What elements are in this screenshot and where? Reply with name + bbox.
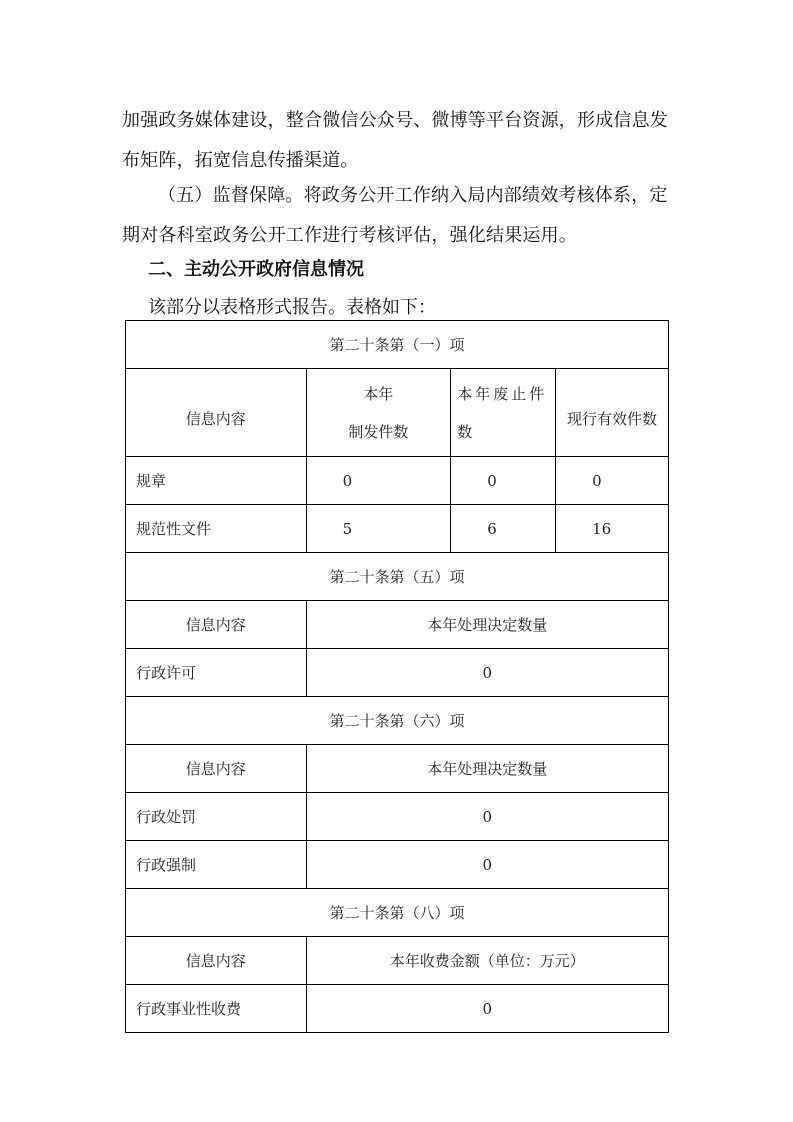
- header-content: 信息内容: [126, 937, 307, 985]
- row-value: 0: [306, 985, 668, 1033]
- row-value: 0: [306, 841, 668, 889]
- row-abolished-count: 0: [451, 457, 556, 505]
- header-decision-count: 本年处理决定数量: [306, 601, 668, 649]
- row-label: 行政处罚: [126, 793, 307, 841]
- section-title-1: 第二十条第（一）项: [126, 321, 669, 369]
- header-content: 信息内容: [126, 601, 307, 649]
- row-abolished-count: 6: [451, 505, 556, 553]
- header-decision-count: 本年处理决定数量: [306, 745, 668, 793]
- header-current-count: 现行有效件数: [556, 369, 669, 457]
- header-new-count: [306, 369, 451, 457]
- section-title-5: 第二十条第（五）项: [126, 553, 669, 601]
- row-label: 行政事业性收费: [126, 985, 307, 1033]
- table-row: [126, 793, 669, 841]
- paragraph-supervision: （五）监督保障。将政务公开工作纳入局内部绩效考核体系，定期对各科室政务公开工作进行考核评估，强化结果运用。: [122, 185, 668, 246]
- row-new-count: 0: [306, 457, 451, 505]
- section-title-8: 第二十条第（八）项: [126, 889, 669, 937]
- row-current-count: 0: [556, 457, 669, 505]
- table-row: [126, 457, 669, 505]
- header-fee-amount: 本年收费金额（单位：万元）: [306, 937, 668, 985]
- table-intro: 该部分以表格形式报告。表格如下：: [148, 297, 436, 318]
- header-abolished-count: [451, 369, 556, 457]
- header-abolished-line1: 本年废止件: [457, 384, 548, 403]
- header-new-count-line2: 制发件数: [348, 422, 409, 441]
- paragraph-media: 加强政务媒体建设，整合微信公众号、微博等平台资源，形成信息发布矩阵，拓宽信息传播渠道。: [122, 110, 668, 171]
- section-heading: 二、主动公开政府信息情况: [148, 259, 364, 280]
- table-row: [126, 505, 669, 553]
- header-content: 信息内容: [126, 369, 307, 457]
- row-current-count: 16: [556, 505, 669, 553]
- row-value: 0: [306, 793, 668, 841]
- section-title-6: 第二十条第（六）项: [126, 697, 669, 745]
- header-new-count-line1: 本年: [363, 384, 394, 403]
- header-abolished-line2: 数: [457, 422, 476, 441]
- row-value: 0: [306, 649, 668, 697]
- table-row: [126, 649, 669, 697]
- table-row: [126, 985, 669, 1033]
- table-row: [126, 841, 669, 889]
- header-content: 信息内容: [126, 745, 307, 793]
- row-label: 规章: [126, 457, 307, 505]
- row-label: 规范性文件: [126, 505, 307, 553]
- row-new-count: 5: [306, 505, 451, 553]
- row-label: 行政许可: [126, 649, 307, 697]
- disclosure-table: [125, 320, 669, 1033]
- row-label: 行政强制: [126, 841, 307, 889]
